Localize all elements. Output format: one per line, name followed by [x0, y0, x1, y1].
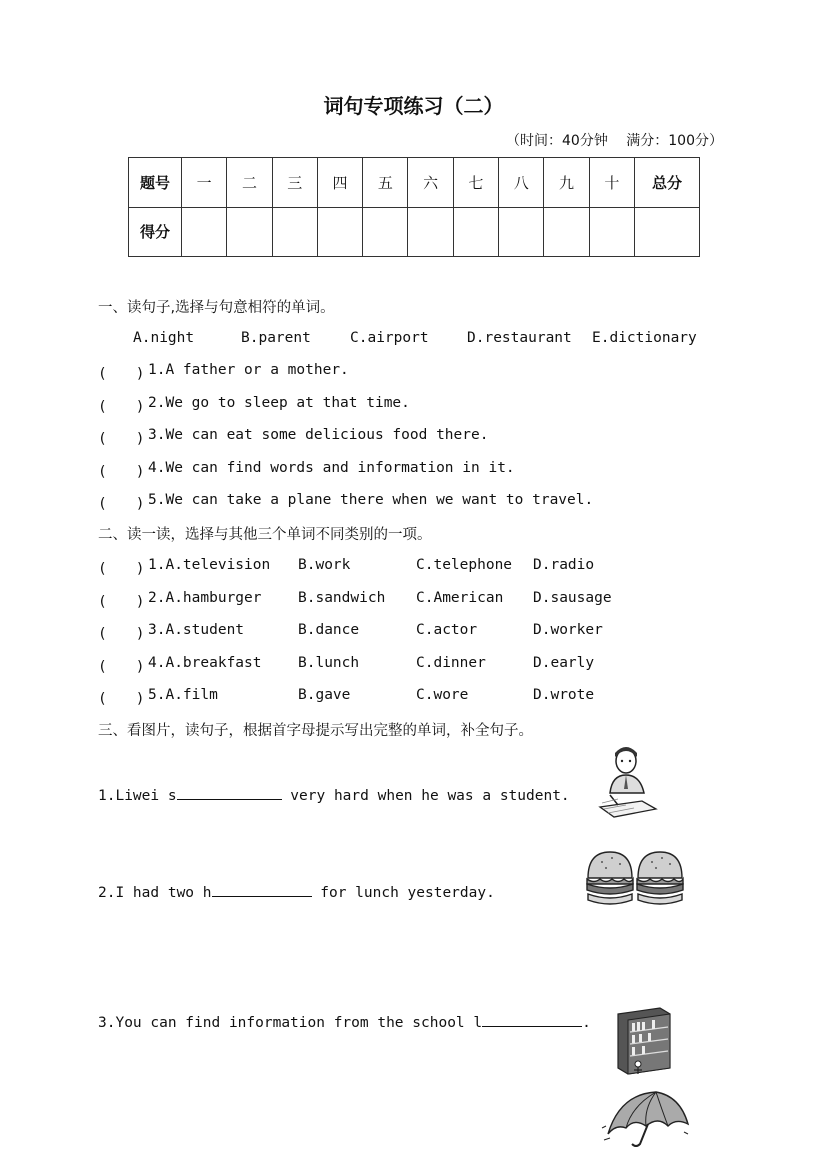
section2-option: D.sausage: [533, 590, 612, 606]
section3-item: [98, 785, 570, 804]
section2-option: 5.A.film: [148, 687, 218, 703]
score-cell-header: 三: [272, 158, 317, 208]
section2-option: D.radio: [533, 557, 595, 573]
section2-option: 1.A.television: [148, 557, 271, 573]
answer-paren[interactable]: ( ): [98, 659, 145, 675]
score-cell-header: 四: [317, 158, 362, 208]
section2-option: 3.A.student: [148, 622, 245, 638]
section2-option: C.dinner: [416, 655, 486, 671]
score-entry-cell[interactable]: [499, 207, 544, 257]
sentence-start: 3.You can find information from the school l: [98, 1015, 483, 1031]
section2-option: 4.A.breakfast: [148, 655, 262, 671]
sentence-end: for lunch yesterday.: [311, 885, 495, 901]
section3-heading: 三、看图片，读句子，根据首字母提示写出完整的单词，补全句子。: [98, 723, 533, 739]
score-entry-cell[interactable]: [408, 207, 453, 257]
umbrella-icon: [600, 1088, 692, 1148]
section1-question: 5.We can take a plane there when we want to travel.: [148, 492, 594, 508]
score-cell-header: 一: [182, 158, 227, 208]
score-entry-cell[interactable]: [453, 207, 498, 257]
answer-blank[interactable]: [177, 785, 282, 800]
answer-paren[interactable]: ( ): [98, 399, 145, 415]
score-entry-cell[interactable]: [182, 207, 227, 257]
sentence-start: 2.I had two h: [98, 885, 212, 901]
section1-option: C.airport: [350, 330, 429, 346]
section2-option: 2.A.hamburger: [148, 590, 262, 606]
section1-option: E.dictionary: [592, 330, 697, 346]
section2-option: C.telephone: [416, 557, 513, 573]
answer-paren[interactable]: ( ): [98, 496, 145, 512]
section2-heading: 二、读一读，选择与其他三个单词不同类别的一项。: [98, 527, 432, 543]
answer-paren[interactable]: ( ): [98, 431, 145, 447]
sentence-end: very hard when he was a student.: [281, 788, 570, 804]
answer-paren[interactable]: ( ): [98, 594, 145, 610]
score-entry-cell[interactable]: [635, 207, 700, 257]
section1-option: B.parent: [241, 330, 311, 346]
score-entry-cell[interactable]: [227, 207, 272, 257]
sentence-end: .: [582, 1015, 591, 1031]
score-cell-label: 题号: [129, 158, 182, 208]
score-cell-header: 五: [363, 158, 408, 208]
section3-item: [98, 882, 495, 901]
section1-heading: 一、读句子,选择与句意相符的单词。: [98, 300, 335, 316]
section1-option: D.restaurant: [467, 330, 572, 346]
score-entry-cell[interactable]: [363, 207, 408, 257]
score-cell-header: 九: [544, 158, 589, 208]
section1-option: A.night: [133, 330, 195, 346]
answer-blank[interactable]: [212, 882, 312, 897]
answer-paren[interactable]: ( ): [98, 626, 145, 642]
score-table-score-row: [129, 207, 700, 257]
score-cell-header: 二: [227, 158, 272, 208]
section1-question: 4.We can find words and information in it.: [148, 460, 515, 476]
section2-option: D.worker: [533, 622, 603, 638]
score-cell-total: 总分: [635, 158, 700, 208]
section2-option: B.lunch: [298, 655, 360, 671]
section1-question: 2.We go to sleep at that time.: [148, 395, 410, 411]
answer-paren[interactable]: ( ): [98, 464, 145, 480]
score-cell-header: 十: [589, 158, 634, 208]
section2-option: D.wrote: [533, 687, 595, 703]
score-entry-cell[interactable]: [272, 207, 317, 257]
score-cell-header: 七: [453, 158, 498, 208]
section2-option: C.actor: [416, 622, 478, 638]
section2-option: B.sandwich: [298, 590, 386, 606]
section2-option: B.gave: [298, 687, 351, 703]
section2-option: D.early: [533, 655, 595, 671]
hamburgers-icon: [584, 848, 694, 918]
section3-item: [98, 1012, 591, 1031]
score-entry-cell[interactable]: [544, 207, 589, 257]
time-and-score-note: （时间：40分钟 满分：100分）: [506, 133, 723, 149]
section2-option: B.work: [298, 557, 351, 573]
library-bookshelf-icon: [612, 1006, 674, 1076]
answer-paren[interactable]: ( ): [98, 561, 145, 577]
studying-boy-icon: [596, 745, 660, 825]
section2-option: C.wore: [416, 687, 469, 703]
score-cell-label: 得分: [129, 207, 182, 257]
score-table: [128, 157, 700, 257]
sentence-start: 1.Liwei s: [98, 788, 177, 804]
score-entry-cell[interactable]: [589, 207, 634, 257]
answer-blank[interactable]: [482, 1012, 582, 1027]
score-cell-header: 八: [499, 158, 544, 208]
answer-paren[interactable]: ( ): [98, 691, 145, 707]
section1-question: 1.A father or a mother.: [148, 362, 349, 378]
answer-paren[interactable]: ( ): [98, 366, 145, 382]
page-title: 词句专项练习（二）: [323, 94, 504, 118]
section2-option: C.American: [416, 590, 504, 606]
score-table-header-row: [129, 158, 700, 208]
section1-question: 3.We can eat some delicious food there.: [148, 427, 489, 443]
score-cell-header: 六: [408, 158, 453, 208]
score-entry-cell[interactable]: [317, 207, 362, 257]
section2-option: B.dance: [298, 622, 360, 638]
